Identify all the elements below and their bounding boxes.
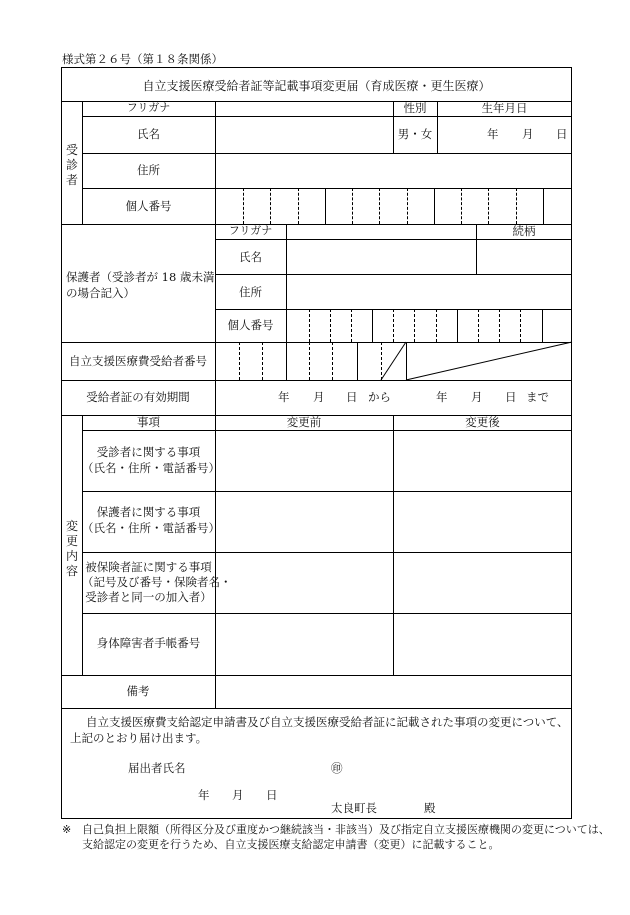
guardian-relation-label: 続柄 [512, 224, 536, 238]
validity-from-year: 年 [278, 390, 290, 404]
change-item-label: 被保険者証に関する事項 [85, 560, 212, 574]
patient-birth-year: 年 [487, 127, 499, 141]
patient-name-label: 氏名 [137, 127, 160, 141]
recipient-number-label: 自立支援医療費受給者番号 [69, 354, 207, 368]
declaration-date-year: 年 [198, 788, 210, 802]
validity-to-suffix: まで [526, 390, 549, 404]
applicant-name-field[interactable] [195, 757, 325, 777]
changes-col-before: 変更前 [286, 415, 322, 429]
change-after-field[interactable] [394, 492, 572, 552]
change-item-label: 受診者に関する事項 [96, 445, 201, 459]
note-mark: ※ [62, 823, 72, 836]
patient-birthdate-label: 生年月日 [481, 101, 528, 115]
applicant-label: 届出者氏名 [128, 761, 186, 775]
validity-from-suffix: から [368, 390, 391, 404]
change-after-field[interactable] [394, 614, 572, 675]
patient-section-label: 受診者 [65, 143, 78, 187]
change-item-label: 保護者に関する事項 [96, 505, 201, 519]
remarks-label: 備考 [126, 684, 150, 698]
honorific: 殿 [424, 801, 436, 815]
patient-birth-day: 日 [556, 127, 568, 141]
change-item-sublabel: （記号及び番号・保険者名・ [82, 575, 232, 589]
addressee: 太良町長 [331, 801, 377, 815]
guardian-mynumber-label: 個人番号 [227, 318, 274, 332]
change-item-label: 身体障害者手帳番号 [96, 636, 201, 650]
change-item-sublabel: （氏名・住所・電話番号） [82, 521, 220, 535]
change-after-field[interactable] [394, 553, 572, 613]
declaration-line2: 上記のとおり届け出ます。 [70, 731, 208, 745]
grid-line [61, 380, 572, 381]
changes-col-item: 事項 [137, 415, 160, 429]
change-before-field[interactable] [216, 614, 393, 675]
note-line1: 自己負担上限額（所得区分及び重度かつ継続該当・非該当）及び指定自立支援医療機関の変更については、 [82, 823, 610, 836]
form-number: 様式第２６号（第１８条関係） [62, 52, 223, 66]
grid-line [215, 380, 216, 415]
patient-birth-month: 月 [522, 127, 534, 141]
remarks-field[interactable] [216, 676, 572, 708]
patient-mynumber-label: 個人番号 [125, 199, 172, 213]
seal-mark: ㊞ [331, 761, 343, 775]
change-after-field[interactable] [394, 431, 572, 491]
note-line2: 支給認定の変更を行うため、自立支援医療支給認定申請書（変更）に記載すること。 [82, 838, 500, 851]
declaration-date-day: 日 [266, 788, 278, 802]
change-before-field[interactable] [216, 553, 393, 613]
validity-to-month: 月 [471, 390, 483, 404]
patient-furigana-label: フリガナ [126, 101, 171, 114]
validity-to-day: 日 [505, 390, 517, 404]
form-title: 自立支援医療受給者証等記載事項変更届（育成医療・更生医療） [142, 79, 491, 93]
guardian-section-label-line2: の場合記入） [66, 286, 135, 300]
guardian-furigana-label: フリガナ [228, 224, 273, 237]
declaration-line1: 自立支援医療費支給認定申請書及び自立支援医療受給者証に記載された事項の変更について、 [86, 715, 569, 729]
change-item-sublabel: （氏名・住所・電話番号） [82, 461, 220, 475]
patient-sex-label: 性別 [403, 101, 427, 115]
guardian-section-label-line1: 保護者（受診者が 18 歳未満 [66, 270, 215, 284]
guardian-name-label: 氏名 [239, 250, 262, 264]
changes-section-label: 変更内容 [65, 519, 78, 578]
grid-line [61, 708, 572, 709]
validity-to-year: 年 [436, 390, 448, 404]
change-item-sublabel: 受診者と同一の加入者） [85, 590, 212, 604]
patient-sex-options[interactable]: 男・女 [397, 127, 433, 141]
changes-col-after: 変更後 [465, 415, 500, 429]
change-before-field[interactable] [216, 431, 393, 491]
validity-from-day: 日 [346, 390, 358, 404]
declaration-date-month: 月 [232, 788, 244, 802]
patient-address-label: 住所 [137, 163, 160, 177]
guardian-address-label: 住所 [239, 285, 262, 299]
validity-from-month: 月 [313, 390, 325, 404]
validity-label: 受給者証の有効期間 [86, 390, 190, 404]
change-before-field[interactable] [216, 492, 393, 552]
